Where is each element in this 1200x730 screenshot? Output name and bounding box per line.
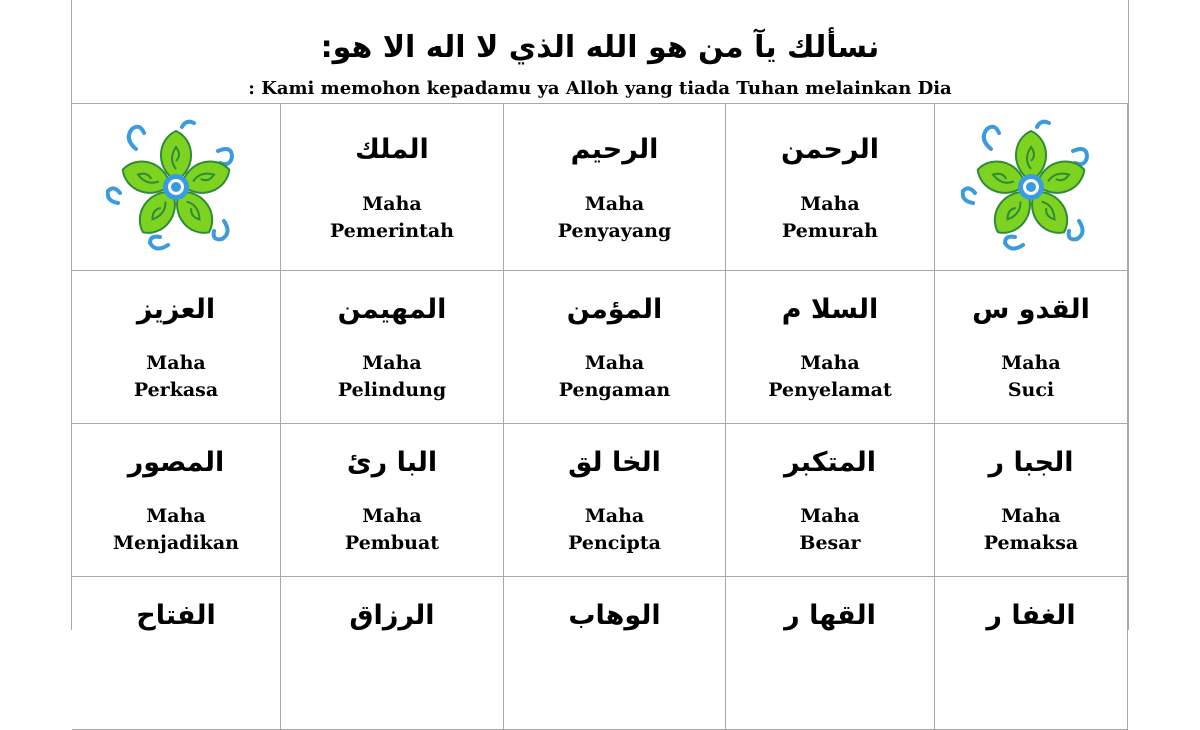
meaning-label: Pembuat <box>344 532 440 554</box>
maha-label: Maha <box>584 193 645 215</box>
names-table <box>72 103 1128 730</box>
name-cell-ar-rahim <box>504 103 726 271</box>
arabic-name: الجبا ر <box>988 447 1074 478</box>
name-cell-al-aziz <box>72 271 281 424</box>
arabic-name: المؤمن <box>566 294 663 325</box>
maha-label: Maha <box>1001 352 1061 374</box>
meaning-label: Perkasa <box>133 379 219 401</box>
arabic-name: الغفا ر <box>986 600 1076 631</box>
meaning-label: Pemurah <box>782 220 878 242</box>
maha-label: Maha <box>584 352 645 374</box>
maha-label: Maha <box>146 505 206 527</box>
meaning-label: Penyelamat <box>768 379 892 401</box>
maha-label: Maha <box>146 352 206 374</box>
arabic-name: السلا م <box>781 294 879 325</box>
arabic-name: الوهاب <box>568 600 661 631</box>
maha-label: Maha <box>800 505 860 527</box>
right-border <box>1128 0 1129 630</box>
maha-label: Maha <box>800 193 860 215</box>
arabic-name: البا رئ <box>346 447 438 478</box>
maha-label: Maha <box>362 193 422 215</box>
arabic-name: الفتاح <box>136 600 216 631</box>
name-cell-as-salam <box>726 271 935 424</box>
maha-label: Maha <box>800 352 860 374</box>
name-cell-ar-razzaq <box>281 577 504 730</box>
arabic-name: المتكبر <box>783 447 877 478</box>
flower-ornament-icon <box>961 117 1101 257</box>
name-cell-al-mumin <box>504 271 726 424</box>
maha-label: Maha <box>362 505 422 527</box>
meaning-label: Pencipta <box>568 532 661 554</box>
meaning-label: Besar <box>799 532 861 554</box>
arabic-name: العزيز <box>136 294 216 325</box>
meaning-label: Menjadikan <box>113 532 239 554</box>
name-cell-al-qahhar <box>726 577 935 730</box>
arabic-name: القها ر <box>784 600 876 631</box>
arabic-name: القدو س <box>972 294 1090 325</box>
name-cell-al-jabbar <box>935 424 1128 577</box>
name-cell-al-wahhab <box>504 577 726 730</box>
name-cell-al-quddus <box>935 271 1128 424</box>
name-cell-al-fattah <box>72 577 281 730</box>
meaning-label: Suci <box>1007 379 1055 401</box>
name-cell-al-malik <box>281 103 504 271</box>
arabic-name: الرحمن <box>780 134 880 165</box>
meaning-label: Penyayang <box>557 220 672 242</box>
meaning-label: Pelindung <box>337 379 447 401</box>
arabic-name: الرحيم <box>570 134 659 165</box>
ornament-cell-left <box>72 103 281 271</box>
name-cell-al-bari <box>281 424 504 577</box>
header-translation: : Kami memohon kepadamu ya Alloh yang tiada Tuhan melainkan Dia <box>248 78 952 99</box>
arabic-name: الرزاق <box>349 600 435 631</box>
maha-label: Maha <box>584 505 645 527</box>
name-cell-al-mushawwir <box>72 424 281 577</box>
header-arabic-prayer: نسألك يآ من هو الله الذي لا اله الا هو: <box>320 30 880 65</box>
flower-ornament-icon <box>106 117 246 257</box>
maha-label: Maha <box>1001 505 1061 527</box>
arabic-name: الملك <box>355 134 429 165</box>
arabic-name: المصور <box>127 447 225 478</box>
meaning-label: Pemaksa <box>983 532 1079 554</box>
arabic-name: الخا لق <box>568 447 661 478</box>
meaning-label: Pemerintah <box>329 220 454 242</box>
page-header <box>72 0 1128 104</box>
name-cell-ar-rahman <box>726 103 935 271</box>
name-cell-al-ghaffar <box>935 577 1128 730</box>
ornament-cell-right <box>935 103 1128 271</box>
name-cell-al-khaliq <box>504 424 726 577</box>
maha-label: Maha <box>362 352 422 374</box>
meaning-label: Pengaman <box>558 379 671 401</box>
name-cell-al-muhaimin <box>281 271 504 424</box>
arabic-name: المهيمن <box>337 294 447 325</box>
name-cell-al-mutakabbir <box>726 424 935 577</box>
